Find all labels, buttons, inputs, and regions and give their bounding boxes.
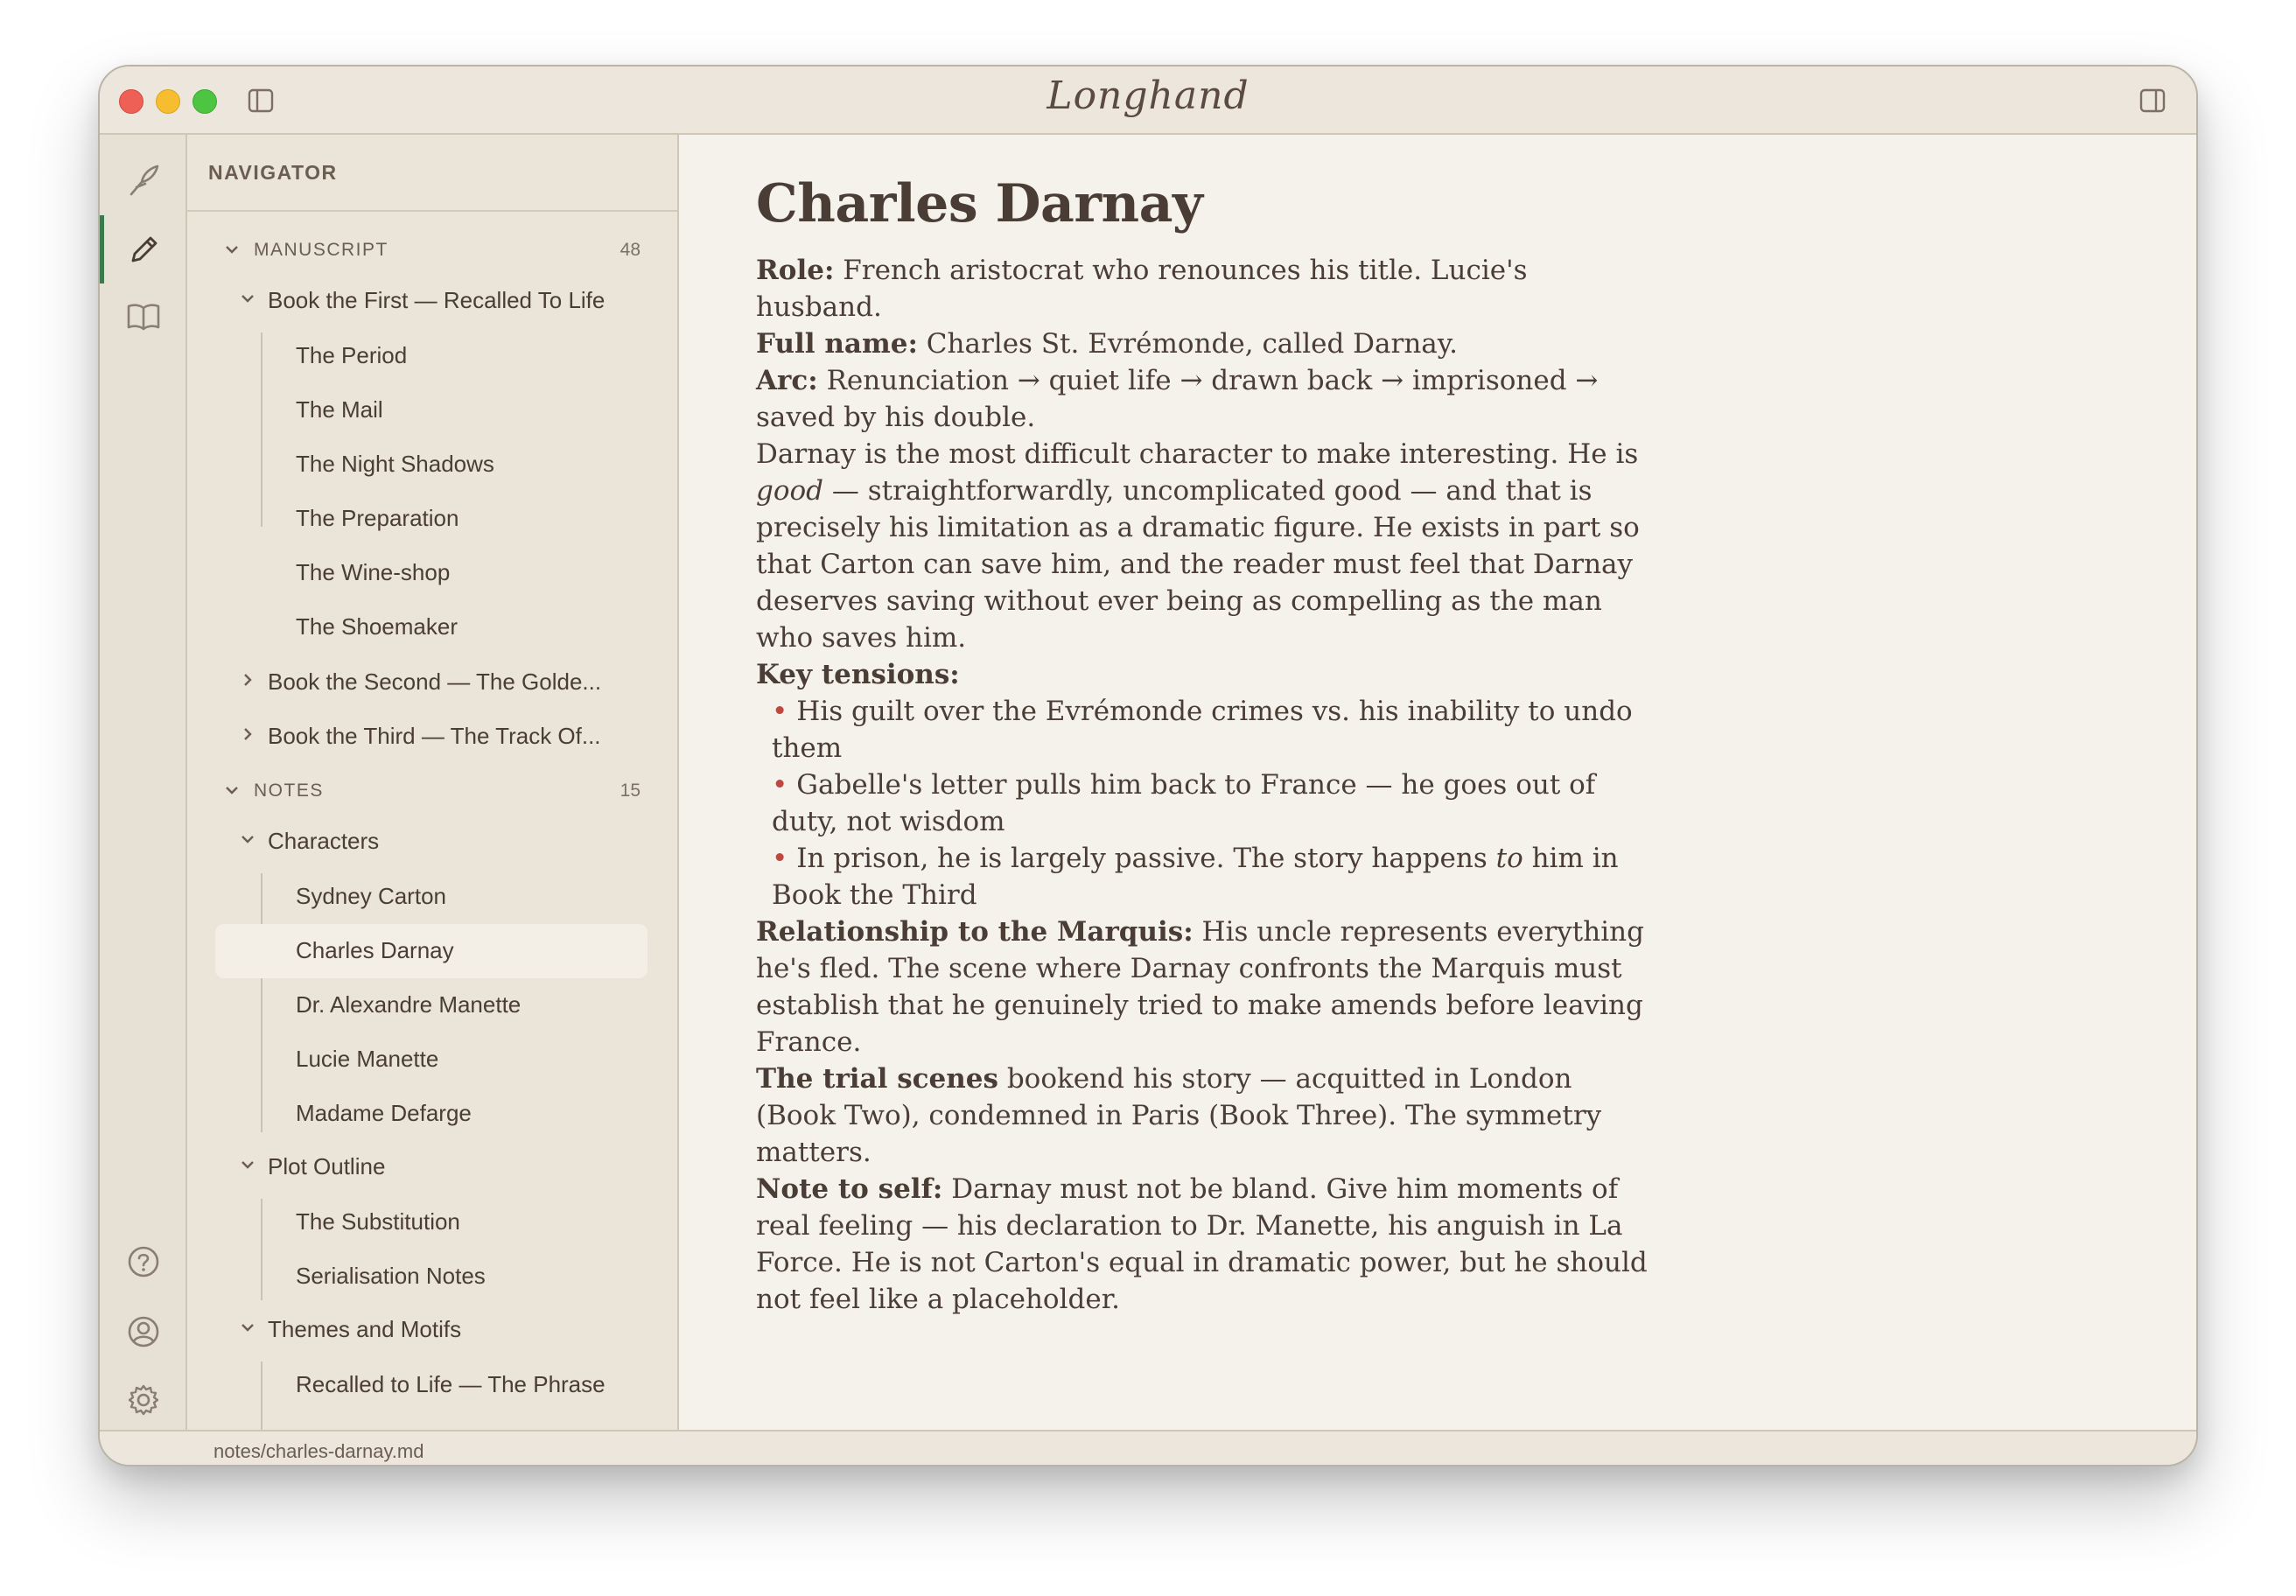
tree-item-label: Charles Darnay [296,937,454,963]
tree-group-label: Characters [268,828,380,854]
tree-item-label: The Shoemaker [296,613,458,640]
emphasis: to [1495,843,1523,874]
section-manuscript[interactable] [187,233,677,268]
activity-bar [100,135,187,1430]
tree-group-label: Themes and Motifs [268,1316,462,1342]
chevron-down-icon [240,292,256,304]
tree-group-label: Book the Second — The Golde... [268,668,602,695]
fullname-text: Charles St. Evrémonde, called Darnay. [917,328,1459,360]
account-icon[interactable] [124,1312,163,1351]
arc-label: Arc: [756,365,818,396]
tensions-heading [756,656,1648,693]
tree-item[interactable] [215,1195,648,1250]
tree-group-label: Book the Third — The Track Of... [268,723,601,749]
tree-item[interactable] [215,978,648,1032]
chevron-down-icon [240,833,256,845]
chevron-down-icon [240,1158,256,1171]
tree-item[interactable] [215,438,648,492]
role-line [756,252,1648,326]
document[interactable] [756,173,1648,1318]
section-count: 48 [620,240,640,260]
section-label: NOTES [254,780,324,801]
bullet-item [756,766,1648,840]
tree-group-plot-outline[interactable] [187,1146,677,1185]
arc-line [756,362,1648,436]
book-icon[interactable] [124,298,163,336]
pencil-icon[interactable] [124,231,163,270]
tree-item[interactable] [215,1032,648,1087]
paragraph [756,436,1648,656]
tree-item[interactable] [215,329,648,383]
quill-icon[interactable] [124,161,163,200]
bullet-dot-icon: • [772,696,788,727]
chevron-right-icon [240,674,256,686]
tree-item-label: Madame Defarge [296,1100,472,1126]
chevron-right-icon [240,728,256,740]
tree-item[interactable] [215,870,648,924]
bullet-dot-icon: • [772,843,788,874]
fullname-line [756,326,1648,362]
bullet-text: him in Book the Third [772,843,1619,911]
section-label: MANUSCRIPT [254,240,388,260]
paragraph-text: — straightforwardly, uncomplicated good — and that is precisely his limitation as a dramatic figure. He exists in part so that Carton can save him, and the reader must feel that Darnay deserves saving without ever being as compelling as the man who saves him. [756,475,1640,654]
bullet-dot-icon: • [772,769,788,801]
bullet-text: His guilt over the Evrémonde crimes vs. his inability to undo them [772,696,1633,764]
tree-item-label: The Night Shadows [296,451,494,477]
role-label: Role: [756,255,835,286]
tree-item[interactable] [215,1358,648,1412]
document-title: Charles Darnay [756,173,1203,234]
titlebar [100,66,2196,135]
marquis-label: Relationship to the Marquis: [756,916,1194,948]
note-line [756,1171,1648,1318]
settings-gear-icon[interactable] [124,1381,163,1419]
tree-item-label: Sydney Carton [296,883,446,909]
tree-item-label: The Wine-shop [296,559,451,585]
app-title: Longhand [1046,74,1250,118]
tree-item-selected[interactable] [215,924,648,978]
bullet-text: Gabelle's letter pulls him back to France — he goes out of duty, not wisdom [772,769,1596,837]
emphasis: good [756,475,824,507]
trial-label: The trial scenes [756,1063,998,1095]
tree-group-book-third[interactable] [187,716,677,754]
tree-item[interactable] [215,1250,648,1304]
tree-item-label: Serialisation Notes [296,1263,486,1289]
tensions-label: Key tensions: [756,659,960,690]
tree-group-label: Plot Outline [268,1153,386,1180]
tree-group-book-first[interactable] [187,280,677,318]
arc-text: Renunciation → quiet life → drawn back → imprisoned → saved by his double. [756,365,1599,433]
tree-item-label: Lucie Manette [296,1046,439,1072]
tree-group-characters[interactable] [187,821,677,859]
navigator-panel [187,135,679,1430]
tree-item[interactable] [215,492,648,546]
bullet-item [756,840,1648,914]
tree-item[interactable] [215,600,648,654]
trial-line [756,1060,1648,1171]
tree-item-label: The Preparation [296,505,459,531]
active-indicator [100,215,104,284]
status-bar [100,1430,2196,1466]
tree-item-label: The Period [296,342,408,368]
tree-item[interactable] [215,546,648,600]
note-text: Darnay must not be bland. Give him moments of real feeling — his declaration to Dr. Manette, his anguish in La Force. He is not Carton's equal in dramatic power, but he should not feel like a placeholder. [756,1173,1648,1315]
section-count: 15 [620,780,640,801]
bullet-item [756,693,1648,766]
chevron-down-icon [224,243,240,256]
marquis-line [756,914,1648,1060]
tree-group-label: Book the First — Recalled To Life [268,287,606,313]
fullname-label: Full name: [756,328,918,360]
section-notes[interactable] [187,774,677,808]
help-icon[interactable] [124,1242,163,1281]
editor-pane[interactable] [679,135,2196,1430]
role-text: French aristocrat who renounces his title. Lucie's husband. [756,255,1528,323]
bullet-text: In prison, he is largely passive. The story happens [796,843,1496,874]
tree-group-book-second[interactable] [187,662,677,700]
toggle-inspector-icon[interactable] [2138,88,2166,114]
navigator-header: NAVIGATOR [187,135,677,212]
tree-item-label: Recalled to Life — The Phrase [296,1371,606,1397]
chevron-down-icon [224,784,240,796]
tree-item[interactable] [215,383,648,438]
app-window [98,65,2198,1466]
tree-group-themes[interactable] [187,1309,677,1348]
file-path: notes/charles-darnay.md [214,1440,424,1462]
chevron-down-icon [240,1321,256,1334]
tree-item-label: Dr. Alexandre Manette [296,991,522,1018]
note-label: Note to self: [756,1173,943,1205]
tree-item[interactable] [215,1087,648,1141]
trial-text: bookend his story — acquitted in London (Book Two), condemned in Paris (Book Three). The symmetry matters. [756,1063,1602,1168]
tree-item-label: The Substitution [296,1208,460,1235]
paragraph-text: Darnay is the most difficult character to make interesting. He is [756,438,1639,470]
tree-item-label: The Mail [296,396,383,423]
marquis-text: His uncle represents everything he's fled. The scene where Darnay confronts the Marquis must establish that he genuinely tried to make amends before leaving France. [756,916,1644,1058]
